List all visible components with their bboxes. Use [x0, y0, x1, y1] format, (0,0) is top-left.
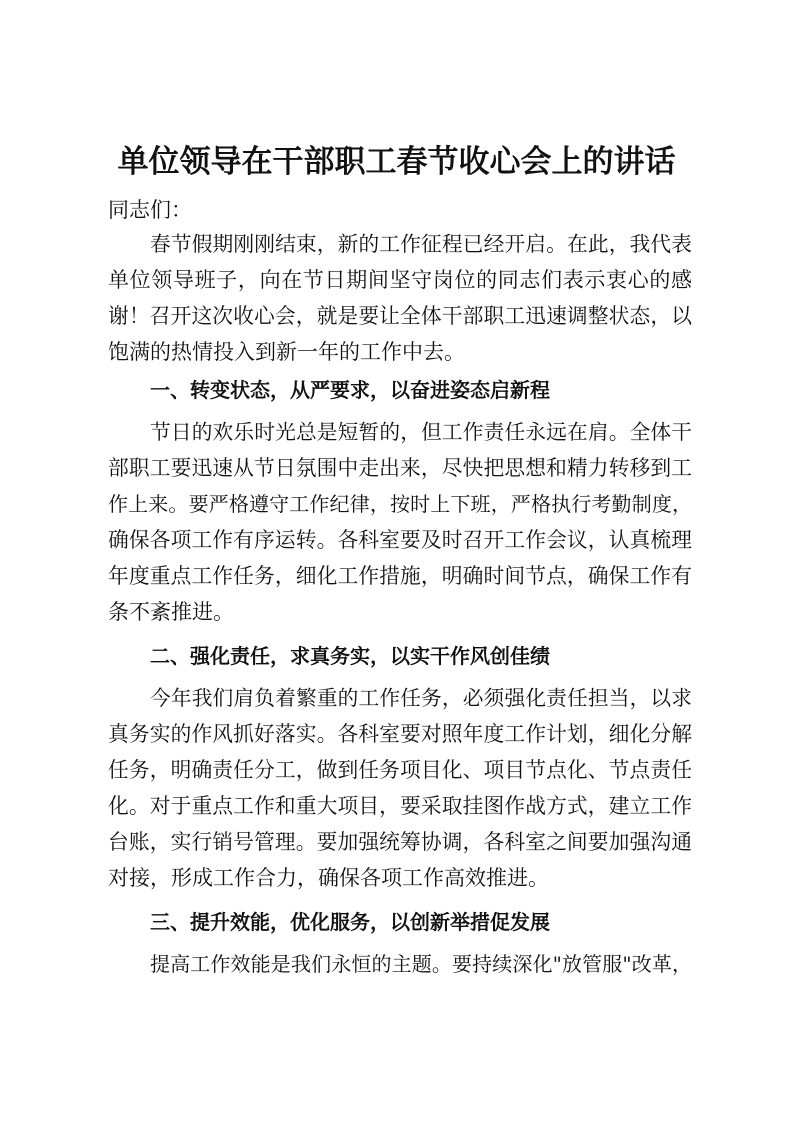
paragraph-line: 化。对于重点工作和重大项目，要采取挂图作战方式，建立工作	[108, 794, 692, 818]
document-title: 单位领导在干部职工春节收心会上的讲话	[117, 144, 676, 180]
paragraph-line: 春节假期刚刚结束，新的工作征程已经开启。在此，我代表	[150, 232, 692, 256]
paragraph-line: 确保各项工作有序运转。各科室要及时召开工作会议，认真梳理	[108, 528, 692, 552]
section-2-paragraph	[108, 680, 692, 896]
paragraph-line: 谢！召开这次收心会，就是要让全体干部职工迅速调整状态，以	[108, 304, 692, 328]
paragraph-line: 部职工要迅速从节日氛围中走出来，尽快把思想和精力转移到工	[108, 456, 692, 480]
section-3-paragraph	[108, 946, 692, 982]
paragraph-line: 提高工作效能是我们永恒的主题。要持续深化"放管服"改革，	[150, 952, 692, 976]
paragraph-line: 台账，实行销号管理。要加强统筹协调，各科室之间要加强沟通	[108, 830, 692, 854]
paragraph-line: 饱满的热情投入到新一年的工作中去。	[108, 340, 465, 364]
paragraph-line: 年度重点工作任务，细化工作措施，明确时间节点，确保工作有	[108, 564, 692, 588]
section-1-paragraph	[108, 414, 692, 630]
paragraph-line: 节日的欢乐时光总是短暂的，但工作责任永远在肩。全体干	[150, 420, 692, 444]
section-heading-1: 一、转变状态，从严要求，以奋进姿态启新程	[150, 378, 550, 402]
paragraph-line: 对接，形成工作合力，确保各项工作高效推进。	[108, 866, 549, 890]
paragraph-line: 条不紊推进。	[108, 600, 234, 624]
section-heading-2: 二、强化责任，求真务实，以实干作风创佳绩	[150, 644, 550, 668]
section-heading-3: 三、提升效能，优化服务，以创新举措促发展	[150, 910, 550, 934]
paragraph-line: 任务，明确责任分工，做到任务项目化、项目节点化、节点责任	[108, 758, 692, 782]
paragraph-line: 今年我们肩负着繁重的工作任务，必须强化责任担当，以求	[150, 686, 692, 710]
paragraph-line: 作上来。要严格遵守工作纪律，按时上下班，严格执行考勤制度，	[108, 492, 692, 516]
paragraph-line: 真务实的作风抓好落实。各科室要对照年度工作计划，细化分解	[108, 722, 692, 746]
paragraph-line: 单位领导班子，向在节日期间坚守岗位的同志们表示衷心的感	[108, 268, 692, 292]
intro-paragraph	[108, 226, 692, 370]
salutation: 同志们：	[108, 198, 192, 222]
